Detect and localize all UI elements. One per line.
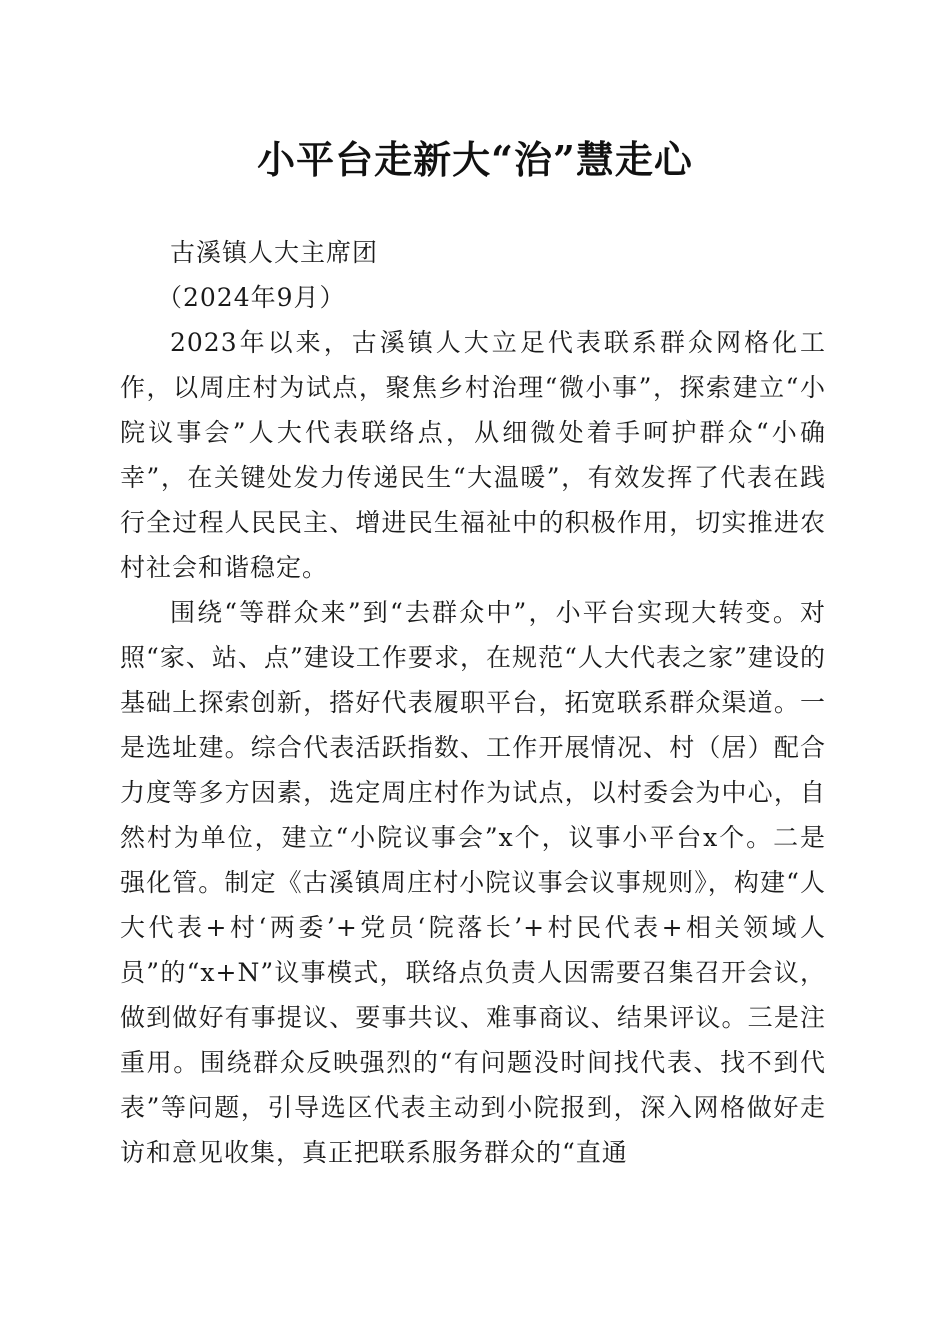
document-date: （2024年9月） [157,283,346,312]
document-author: 古溪镇人大主席团 [170,238,379,267]
paragraph-1: 2023年以来，古溪镇人大立足代表联系群众网格化工作，以周庄村为试点，聚焦乡村治理“微小事”，探索建立“小院议事会”人大代表联络点，从细微处着手呵护群众“小确幸”，在关键处发力传递民生“大温暖”，有效发挥了代表在践行全过程人民民主、增进民生福祉中的积极作用，切实推进农村社会和谐稳定。 [120,328,826,582]
paragraph-2: 围绕“等群众来”到“去群众中”，小平台实现大转变。对照“家、站、点”建设工作要求，在规范“人大代表之家”建设的基础上探索创新，搭好代表履职平台，拓宽联系群众渠道。一是选址建。综合代表活跃指数、工作开展情况、村（居）配合力度等多方因素，选定周庄村作为试点，以村委会为中心，自然村为单位，建立“小院议事会”x个，议事小平台x个。二是强化管。制定《古溪镇周庄村小院议事会议事规则》，构建“人大代表+村‘两委’+党员‘院落长’+村民代表+相关领域人员”的“x+N”议事模式，联络点负责人因需要召集召开会议，做到做好有事提议、要事共议、难事商议、结果评议。三是注重用。围绕群众反映强烈的“有问题没时间找代表、找不到代表”等问题，引导选区代表主动到小院报到，深入网格做好走访和意见收集，真正把联系服务群众的“直通 [120,598,826,1167]
document-title: 小平台走新大“治”慧走心 [257,137,693,182]
